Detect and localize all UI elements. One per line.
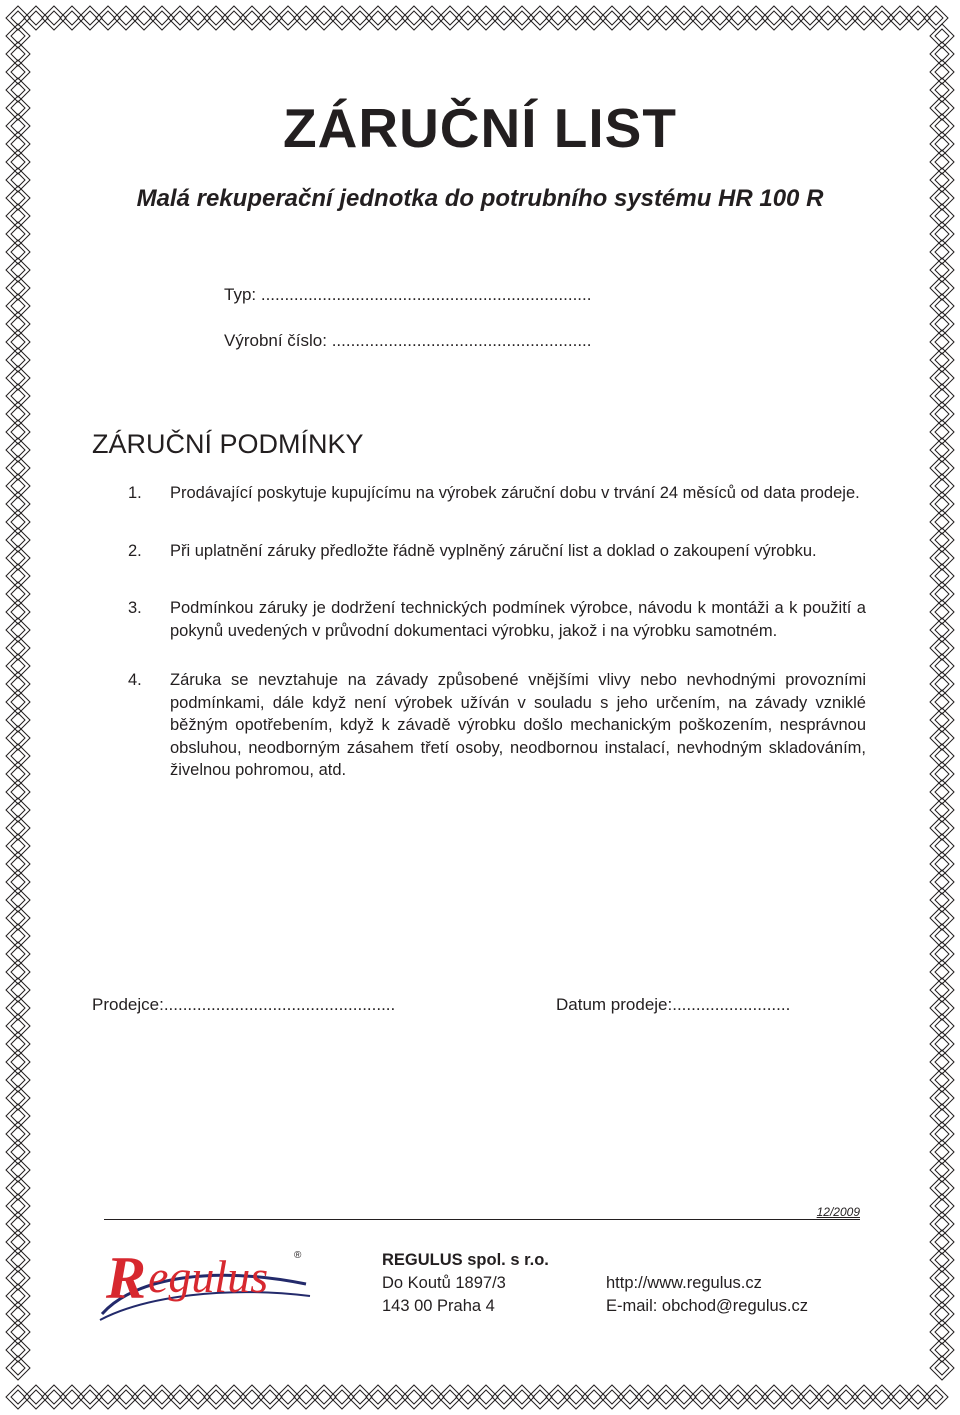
company-website: http://www.regulus.cz <box>606 1274 762 1292</box>
svg-text:®: ® <box>294 1250 302 1261</box>
condition-number: 2. <box>128 542 142 560</box>
serial-number-field: Výrobní číslo: ....................................................... <box>224 331 592 350</box>
svg-text:egulus: egulus <box>148 1251 269 1302</box>
date-code: 12/2009 <box>816 1205 860 1219</box>
sale-date-field: Datum prodeje:......................... <box>556 995 791 1014</box>
seller-field: Prodejce:................................................. <box>92 995 396 1014</box>
condition-text: Prodávající poskytuje kupujícímu na výrobek záruční dobu v trvání 24 měsíců od data prodeje. <box>170 484 860 502</box>
regulus-logo <box>96 1236 316 1326</box>
condition-number: 3. <box>128 599 142 617</box>
condition-number: 1. <box>128 484 142 502</box>
company-name: REGULUS spol. s r.o. <box>382 1251 549 1269</box>
condition-text: Záruka se nevztahuje na závady způsobené vnějšími vlivy nebo nevhodnými provozními podmínkami, dále když není výrobek užíván v souladu s jeho určením, na závady vzniklé běžným opotřebením, když k závadě výrobku došlo mechanickým poškozením, nesprávnou obsluhou, neodborným zásahem třetí osoby, neodbornou instalací, nevhodným skladováním, živelnou pohromou, atd. <box>170 671 866 779</box>
company-street: Do Koutů 1897/3 <box>382 1274 506 1292</box>
company-email: E-mail: obchod@regulus.cz <box>606 1297 809 1315</box>
page-title: ZÁRUČNÍ LIST <box>283 97 677 159</box>
conditions-heading: ZÁRUČNÍ PODMÍNKY <box>92 429 364 459</box>
company-city: 143 00 Praha 4 <box>382 1297 495 1315</box>
condition-text: Při uplatnění záruky předložte řádně vyplněný záruční list a doklad o zakoupení výrobku. <box>170 542 817 560</box>
svg-text:R: R <box>106 1245 147 1311</box>
product-subtitle: Malá rekuperační jednotka do potrubního systému HR 100 R <box>136 185 824 212</box>
footer-divider <box>104 1219 860 1220</box>
condition-number: 4. <box>128 671 142 689</box>
type-field: Typ: ...................................................................... <box>224 285 592 304</box>
condition-text: Podmínkou záruky je dodržení technických podmínek výrobce, návodu k montáži a k použití a pokynů uvedených v průvodní dokumentaci výrobku, jakož i na výrobku samotném. <box>170 599 866 640</box>
